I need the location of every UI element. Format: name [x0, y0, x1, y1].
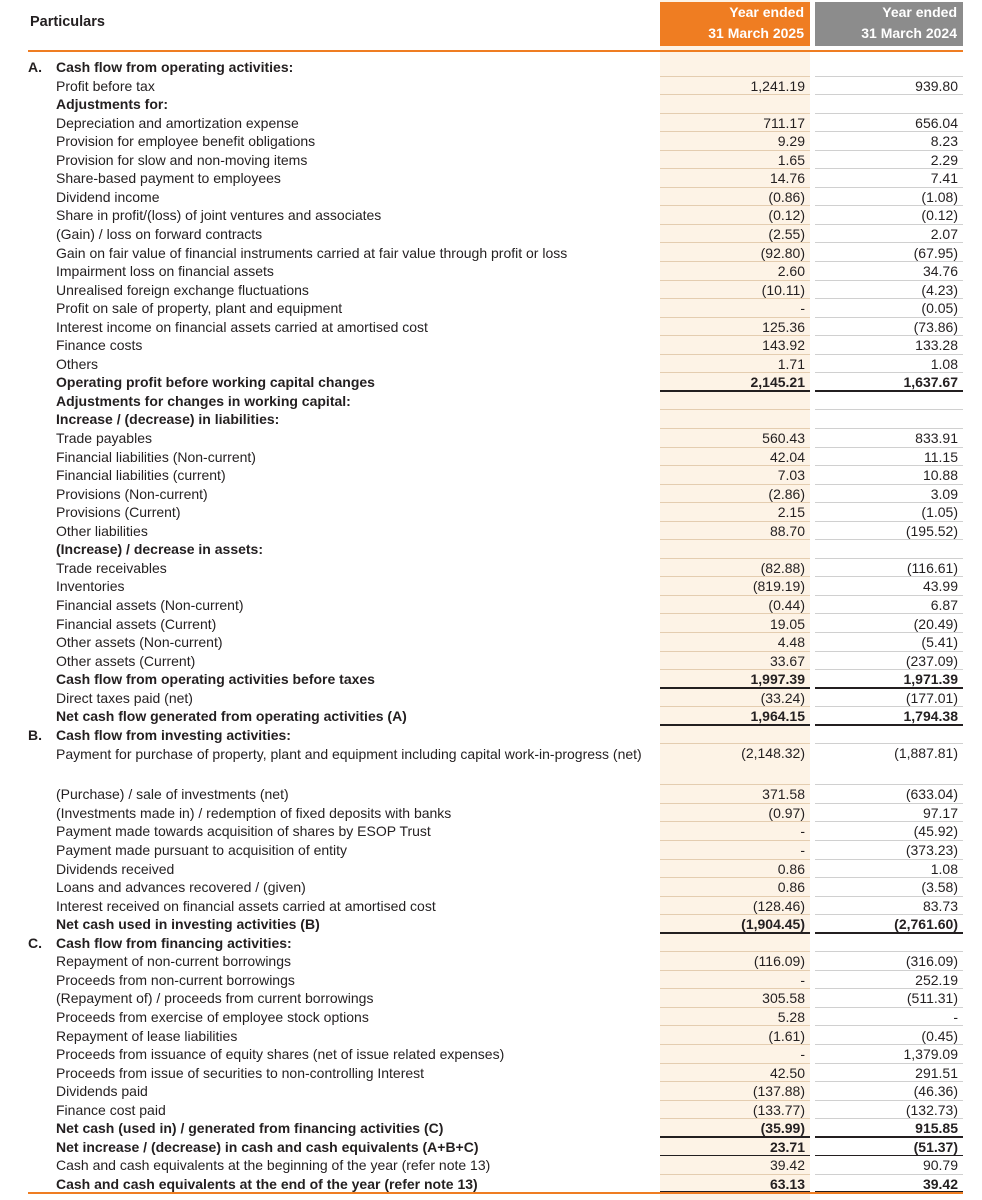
current-year-value: 371.58 — [762, 786, 805, 803]
current-year-header — [660, 2, 810, 46]
current-year-value: (133.77) — [752, 1101, 805, 1118]
statement-row — [28, 689, 963, 708]
row-label: Trade receivables — [56, 559, 167, 576]
statement-row — [28, 466, 963, 485]
row-label: Net increase / (decrease) in cash and cash equivalents (A+B+C) — [56, 1138, 479, 1155]
previous-year-rule — [815, 1191, 963, 1193]
statement-row — [28, 262, 963, 281]
previous-year-value: 2.07 — [930, 225, 958, 242]
statement-row — [28, 318, 963, 337]
row-label: Net cash (used in) / generated from financing activities (C) — [56, 1120, 444, 1137]
previous-year-value: (51.37) — [913, 1138, 958, 1155]
previous-year-value: 833.91 — [915, 430, 958, 446]
row-label: Direct taxes paid (net) — [56, 689, 193, 706]
current-year-value: (2.55) — [768, 225, 805, 242]
row-label: Profit on sale of property, plant and equipment — [56, 300, 343, 317]
statement-row — [28, 1045, 963, 1064]
previous-year-value: 83.73 — [922, 897, 958, 914]
statement-row — [28, 1156, 963, 1175]
row-label: Adjustments for: — [56, 96, 168, 113]
current-year-value: (2.86) — [768, 485, 805, 502]
row-label: Other assets (Non-current) — [56, 634, 223, 651]
previous-year-value: (0.05) — [921, 300, 958, 317]
statement-row — [28, 58, 963, 77]
statement-row — [28, 77, 963, 96]
current-year-value: (10.11) — [761, 281, 805, 298]
row-label: Other assets (Current) — [56, 652, 196, 669]
current-year-value: - — [800, 971, 805, 988]
statement-row — [28, 410, 963, 429]
previous-year-value: 97.17 — [922, 804, 958, 821]
previous-year-header-line2: 31 March 2024 — [861, 25, 957, 41]
previous-year-value: - — [953, 1008, 958, 1025]
row-label: Impairment loss on financial assets — [56, 263, 274, 280]
statement-row — [28, 707, 963, 726]
statement-row — [28, 151, 963, 170]
current-year-value: 0.86 — [777, 860, 805, 877]
current-year-value: (819.19) — [752, 578, 805, 595]
row-label: Dividend income — [56, 188, 160, 205]
current-year-value: 9.29 — [777, 133, 805, 150]
row-label: Dividends received — [56, 860, 175, 877]
previous-year-value: (132.73) — [905, 1101, 958, 1118]
statement-row — [28, 915, 963, 934]
row-label: Repayment of non-current borrowings — [56, 953, 292, 970]
previous-year-value: (373.23) — [905, 842, 958, 858]
row-label: Adjustments for changes in working capital: — [56, 392, 351, 409]
row-label: Proceeds from exercise of employee stock options — [56, 1008, 369, 1025]
previous-year-value: (2,761.60) — [894, 916, 958, 933]
current-year-value: 1.71 — [777, 355, 805, 372]
previous-year-value: 1.08 — [930, 355, 958, 372]
current-year-value: 2.15 — [777, 504, 805, 521]
row-label: Provision for slow and non-moving items — [56, 151, 308, 168]
row-label: (Increase) / decrease in assets: — [56, 541, 264, 558]
row-label: Proceeds from issuance of equity shares (net of issue related expenses) — [56, 1046, 505, 1063]
row-label: Gain on fair value of financial instruments carried at fair value through profit or loss — [56, 244, 568, 261]
header-rule — [28, 50, 963, 52]
row-label: Financial liabilities (current) — [56, 467, 226, 484]
statement-row — [28, 989, 963, 1008]
statement-row — [28, 522, 963, 541]
row-label: Share-based payment to employees — [56, 170, 281, 187]
previous-year-value: (0.12) — [921, 207, 958, 224]
previous-year-value: (67.95) — [913, 244, 958, 261]
previous-year-value: (5.41) — [921, 634, 958, 651]
current-year-value: 42.04 — [769, 448, 805, 465]
current-year-value: 33.67 — [769, 652, 805, 669]
statement-row — [28, 392, 963, 411]
previous-year-value: 939.80 — [915, 77, 958, 94]
row-label: Cash flow from operating activities: — [56, 59, 294, 75]
statement-row — [28, 95, 963, 114]
statement-row — [28, 299, 963, 318]
row-label: (Repayment of) / proceeds from current borrowings — [56, 990, 374, 1007]
current-year-value: 2,145.21 — [750, 374, 805, 391]
statement-row — [28, 934, 963, 953]
previous-year-value: 90.79 — [922, 1157, 958, 1174]
row-label: Financial assets (Current) — [56, 615, 217, 632]
row-label: Proceeds from issue of securities to non-controlling Interest — [56, 1064, 425, 1081]
row-label: Payment made pursuant to acquisition of entity — [56, 842, 348, 858]
current-year-value: (1,904.45) — [741, 916, 805, 933]
previous-year-value: 43.99 — [922, 578, 958, 595]
previous-year-value: (45.92) — [913, 823, 958, 840]
row-label: Loans and advances recovered / (given) — [56, 879, 306, 896]
current-year-value: - — [800, 300, 805, 317]
previous-year-value: (1,887.81) — [894, 745, 958, 762]
section-letter: B. — [28, 726, 42, 743]
statement-row — [28, 225, 963, 244]
previous-year-value: 1,971.39 — [903, 671, 958, 688]
statement-row — [28, 596, 963, 615]
row-label: Interest received on financial assets carried at amortised cost — [56, 897, 436, 914]
current-year-value: (0.12) — [768, 207, 805, 224]
previous-year-value: (195.52) — [905, 522, 958, 539]
previous-year-value: 11.15 — [924, 448, 958, 465]
statement-row — [28, 615, 963, 634]
row-label: (Investments made in) / redemption of fixed deposits with banks — [56, 804, 452, 821]
previous-year-value: 1,637.67 — [903, 374, 958, 391]
current-year-value: 42.50 — [769, 1064, 805, 1081]
current-year-value: - — [800, 1046, 805, 1063]
row-label: Provisions (Non-current) — [56, 485, 208, 502]
row-label: Provisions (Current) — [56, 504, 181, 521]
row-label: Payment made towards acquisition of shares by ESOP Trust — [56, 823, 431, 840]
previous-year-value: 6.87 — [930, 596, 958, 613]
statement-row — [28, 785, 963, 804]
current-year-value: (137.88) — [752, 1083, 805, 1100]
row-label: Finance costs — [56, 337, 143, 354]
row-label: Profit before tax — [56, 77, 155, 94]
previous-year-value: (20.49) — [913, 615, 958, 632]
current-year-value: 63.13 — [769, 1175, 805, 1192]
row-label: Interest income on financial assets carried at amortised cost — [56, 318, 428, 335]
previous-year-value: (3.58) — [921, 879, 958, 896]
statement-row — [28, 1008, 963, 1027]
statement-row — [28, 448, 963, 467]
statement-row — [28, 1064, 963, 1083]
statement-row — [28, 429, 963, 448]
row-label: Depreciation and amortization expense — [56, 114, 299, 131]
statement-row — [28, 1175, 963, 1194]
current-year-value: 19.05 — [769, 615, 805, 632]
statement-row — [28, 633, 963, 652]
row-label: Financial liabilities (Non-current) — [56, 448, 256, 465]
current-year-value: 305.58 — [762, 990, 805, 1007]
current-year-value: (0.86) — [768, 188, 805, 205]
previous-year-value: (73.86) — [913, 318, 958, 335]
current-year-value: (35.99) — [760, 1120, 805, 1137]
section-letter: C. — [28, 934, 42, 951]
row-label: Increase / (decrease) in liabilities: — [56, 411, 280, 428]
current-year-value: 711.17 — [763, 114, 805, 131]
current-year-value: (2,148.32) — [741, 745, 805, 762]
previous-year-value: (316.09) — [905, 953, 958, 970]
previous-year-value: (237.09) — [905, 652, 958, 669]
row-label: Finance cost paid — [56, 1101, 166, 1118]
current-year-value: (116.09) — [753, 953, 805, 970]
previous-year-value: 915.85 — [915, 1120, 958, 1137]
statement-row — [28, 188, 963, 207]
previous-year-value: (116.61) — [906, 559, 958, 576]
previous-year-value: (1.05) — [921, 504, 958, 521]
row-label: (Gain) / loss on forward contracts — [56, 225, 263, 242]
previous-year-value: 1,379.09 — [903, 1046, 958, 1063]
statement-row — [28, 971, 963, 990]
previous-year-value: 656.04 — [915, 114, 958, 131]
previous-year-value: 252.19 — [915, 971, 958, 988]
row-label: Net cash flow generated from operating activities (A) — [56, 708, 407, 725]
statement-row — [28, 355, 963, 374]
current-year-value: (82.88) — [760, 559, 805, 576]
statement-row — [28, 373, 963, 392]
row-label: Others — [56, 355, 99, 372]
current-year-header-line2: 31 March 2025 — [708, 25, 804, 41]
statement-row — [28, 860, 963, 879]
row-label: Proceeds from non-current borrowings — [56, 971, 295, 988]
statement-row — [28, 878, 963, 897]
row-label: Cash and cash equivalents at the beginning of the year (refer note 13) — [56, 1157, 491, 1174]
previous-year-header-line1: Year ended — [882, 4, 957, 20]
previous-year-value: 133.28 — [915, 337, 958, 354]
statement-row — [28, 169, 963, 188]
current-year-value: (92.80) — [760, 244, 805, 261]
previous-year-value: (177.01) — [905, 689, 958, 706]
previous-year-value: (1.08) — [921, 188, 958, 205]
row-label: (Purchase) / sale of investments (net) — [56, 786, 289, 803]
current-year-value: 2.60 — [777, 263, 805, 280]
row-label: Dividends paid — [56, 1083, 148, 1100]
statement-row — [28, 281, 963, 300]
previous-year-value: (633.04) — [905, 786, 958, 803]
current-year-value: 88.70 — [769, 522, 805, 539]
statement-row — [28, 336, 963, 355]
previous-year-value: (511.31) — [906, 990, 958, 1007]
current-year-value: 125.36 — [762, 318, 805, 335]
previous-year-value: 1.08 — [930, 860, 958, 877]
row-label: Other liabilities — [56, 522, 148, 539]
previous-year-header — [815, 2, 963, 46]
current-year-value: 1.65 — [777, 151, 805, 168]
row-label: Net cash used in investing activities (B) — [56, 916, 320, 933]
current-year-value: (0.97) — [768, 804, 805, 821]
current-year-value: (0.44) — [768, 596, 805, 613]
current-year-rule — [660, 1191, 810, 1193]
previous-year-value: 8.23 — [930, 133, 958, 150]
previous-year-value: 3.09 — [930, 485, 958, 502]
current-year-value: - — [800, 823, 805, 840]
current-year-value: 1,241.19 — [750, 77, 805, 94]
row-label: Operating profit before working capital changes — [56, 374, 375, 391]
previous-year-value: (4.23) — [921, 281, 958, 298]
previous-year-value: 2.29 — [930, 151, 958, 168]
current-year-header-line1: Year ended — [729, 4, 804, 20]
statement-row — [28, 540, 963, 559]
statement-row — [28, 744, 963, 785]
statement-row — [28, 503, 963, 522]
particulars-header: Particulars — [30, 14, 105, 30]
current-year-value: 0.86 — [777, 879, 805, 896]
current-year-value: 4.48 — [777, 634, 805, 651]
current-year-value: 143.92 — [762, 337, 805, 354]
current-year-value: 14.76 — [769, 170, 805, 187]
current-year-value: (33.24) — [760, 689, 805, 706]
statement-row — [28, 1027, 963, 1046]
previous-year-value: (0.45) — [921, 1027, 958, 1044]
row-label: Financial assets (Non-current) — [56, 596, 244, 613]
row-label: Cash and cash equivalents at the end of the year (refer note 13) — [56, 1175, 478, 1192]
statement-row — [28, 577, 963, 596]
statement-row — [28, 952, 963, 971]
statement-row — [28, 206, 963, 225]
current-year-value: 5.28 — [777, 1008, 805, 1025]
current-year-value: (128.46) — [752, 897, 805, 914]
previous-year-value: 39.42 — [922, 1175, 958, 1192]
row-label: Share in profit/(loss) of joint ventures and associates — [56, 207, 382, 224]
statement-row — [28, 1101, 963, 1120]
statement-row — [28, 841, 963, 860]
statement-row — [28, 132, 963, 151]
current-year-value: 7.03 — [777, 467, 805, 484]
section-letter: A. — [28, 59, 42, 75]
previous-year-value: (46.36) — [913, 1083, 958, 1100]
statement-row — [28, 804, 963, 823]
statement-row — [28, 1082, 963, 1101]
previous-year-value: 291.51 — [915, 1064, 958, 1081]
row-label: Payment for purchase of property, plant and equipment including capital work-in-progress (net) — [56, 746, 642, 763]
current-year-value: 1,997.39 — [750, 671, 805, 688]
statement-row — [28, 652, 963, 671]
statement-row — [28, 244, 963, 263]
statement-row — [28, 114, 963, 133]
previous-year-value: 7.41 — [930, 170, 958, 187]
current-year-value: 39.42 — [769, 1157, 805, 1174]
statement-row — [28, 897, 963, 916]
row-label: Cash flow from financing activities: — [56, 934, 292, 951]
row-label: Cash flow from operating activities before taxes — [56, 671, 375, 688]
statement-row — [28, 1138, 963, 1157]
current-year-value: - — [800, 842, 805, 858]
statement-row — [28, 822, 963, 841]
statement-row — [28, 485, 963, 504]
row-label: Cash flow from investing activities: — [56, 726, 291, 743]
current-year-value: 23.71 — [769, 1138, 805, 1155]
previous-year-value: 34.76 — [922, 263, 958, 280]
statement-row — [28, 1119, 963, 1138]
current-year-value: 560.43 — [762, 430, 805, 446]
previous-year-value: 10.88 — [922, 467, 958, 484]
row-label: Inventories — [56, 578, 125, 595]
row-label: Trade payables — [56, 430, 152, 446]
row-label: Unrealised foreign exchange fluctuations — [56, 281, 309, 298]
row-label: Repayment of lease liabilities — [56, 1027, 238, 1044]
current-year-value: 1,964.15 — [750, 708, 805, 725]
row-label: Provision for employee benefit obligations — [56, 133, 316, 150]
current-year-value: (1.61) — [768, 1027, 805, 1044]
statement-row — [28, 726, 963, 745]
previous-year-value: 1,794.38 — [903, 708, 958, 725]
statement-row — [28, 670, 963, 689]
statement-row — [28, 559, 963, 578]
